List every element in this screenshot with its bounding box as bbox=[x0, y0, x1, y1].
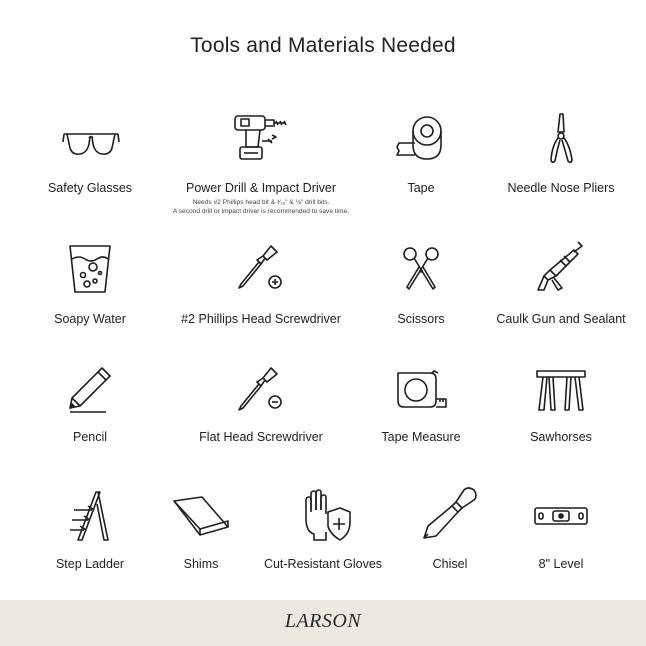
pencil-icon bbox=[66, 366, 114, 414]
item-label: Tape bbox=[407, 181, 435, 195]
sawhorses-icon bbox=[535, 368, 587, 412]
safety-glasses-icon bbox=[62, 128, 120, 160]
flat-screwdriver-icon bbox=[235, 366, 285, 416]
item-label: Cut-Resistant Gloves bbox=[263, 557, 383, 571]
item-label: Safety Glasses bbox=[47, 181, 133, 195]
item-label: Flat Head Screwdriver bbox=[199, 430, 323, 444]
soapy-water-glass-icon bbox=[67, 243, 113, 295]
item-label: Chisel bbox=[432, 557, 468, 571]
power-drill-icon bbox=[232, 113, 292, 163]
tape-roll-icon bbox=[395, 113, 447, 163]
item-label: Step Ladder bbox=[55, 557, 125, 571]
item-label: Shims bbox=[183, 557, 219, 571]
pliers-icon bbox=[546, 112, 578, 166]
item-label: Power Drill & Impact Driver bbox=[185, 181, 337, 195]
larson-logo: LARSON bbox=[284, 610, 362, 632]
item-label: Scissors bbox=[397, 312, 445, 326]
item-label: Soapy Water bbox=[54, 312, 126, 326]
item-label: Tape Measure bbox=[381, 430, 461, 444]
page-title: Tools and Materials Needed bbox=[190, 34, 456, 57]
cut-resistant-gloves-icon bbox=[298, 488, 352, 542]
phillips-screwdriver-icon bbox=[235, 244, 285, 294]
footer-bar bbox=[0, 600, 646, 646]
item-note: A second drill or impact driver is recommended to save time. bbox=[172, 208, 350, 215]
item-label: #2 Phillips Head Screwdriver bbox=[181, 312, 341, 326]
caulk-gun-icon bbox=[534, 240, 586, 294]
scissors-icon bbox=[401, 245, 441, 291]
item-label: Sawhorses bbox=[530, 430, 592, 444]
item-label: Needle Nose Pliers bbox=[507, 181, 615, 195]
tape-measure-icon bbox=[394, 369, 448, 409]
item-label: Caulk Gun and Sealant bbox=[496, 312, 626, 326]
item-label: 8" Level bbox=[538, 557, 584, 571]
level-icon bbox=[533, 504, 589, 528]
shims-icon bbox=[172, 495, 230, 537]
chisel-icon bbox=[422, 486, 480, 542]
step-ladder-icon bbox=[70, 490, 110, 542]
item-label: Pencil bbox=[72, 430, 108, 444]
item-note: Needs #2 Phillips head bit & ³⁄₁₆" & ⅛" drill bits. bbox=[192, 199, 330, 206]
